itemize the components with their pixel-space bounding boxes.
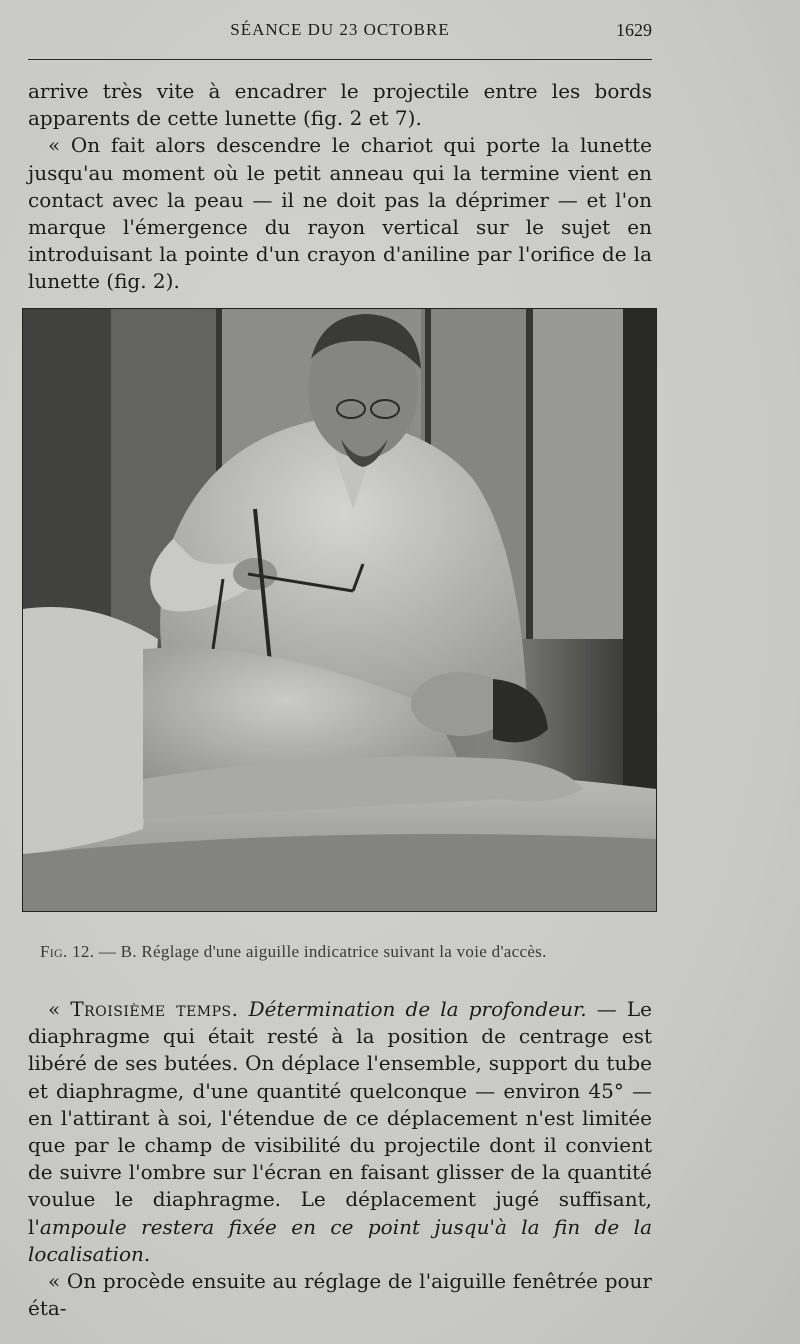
figure-caption [40,942,660,962]
page-header [28,20,652,46]
page-number: 1629 [616,20,652,40]
paragraph-troisieme-temps [28,996,652,1268]
paragraph-italic-end: ampoule restera fixée en ce point jusqu'à la fin de la localisation. [28,1214,652,1266]
figure-photograph [22,308,657,912]
figure-caption-text: — B. Réglage d'une aiguille indicatrice suivant la voie d'accès. [94,942,547,961]
running-title: SÉANCE DU 23 OCTOBRE [230,20,450,39]
section-heading-italic: Détermination de la profondeur. [238,997,587,1021]
header-rule [28,59,652,60]
figure-label: Fig. 12. [40,942,95,961]
paragraph-aiguille: « On procède ensuite au réglage de l'aiguille fenêtrée pour éta- [28,1269,652,1321]
section-heading-smallcaps: Troisième temps. [70,997,239,1021]
paragraph-body: — Le diaphragme qui était resté à la position de centrage est libéré de ses butées. On déplace l'ensemble, support du tube et diaphragme, d'une quantité quelconque — environ 45° — en l'attirant à soi, l'étendue de ce déplacement n'est limitée que par le champ de visibilité du projectile dont il convient de suivre l'ombre sur l'écran en faisant glisser de la quantité voulue le diaphragme. Le déplacement jugé suffisant, l' [28,997,652,1239]
photograph-illustration [23,309,656,911]
quote-open: « [48,997,71,1021]
paragraph-continuation: arrive très vite à encadrer le projectile entre les bords apparents de cette lunette (fig. 2 et 7). [28,79,652,131]
top-text-block [28,78,652,296]
bottom-text-block [28,996,652,1322]
paragraph-chariot: « On fait alors descendre le chariot qui porte la lunette jusqu'au moment où le petit anneau qui la termine vient en contact avec la peau — il ne doit pas la déprimer — et l'on marque l'émergence du rayon vertical sur le sujet en introduisant la pointe d'un crayon d'aniline par l'orifice de la lunette (fig. 2). [28,133,652,294]
